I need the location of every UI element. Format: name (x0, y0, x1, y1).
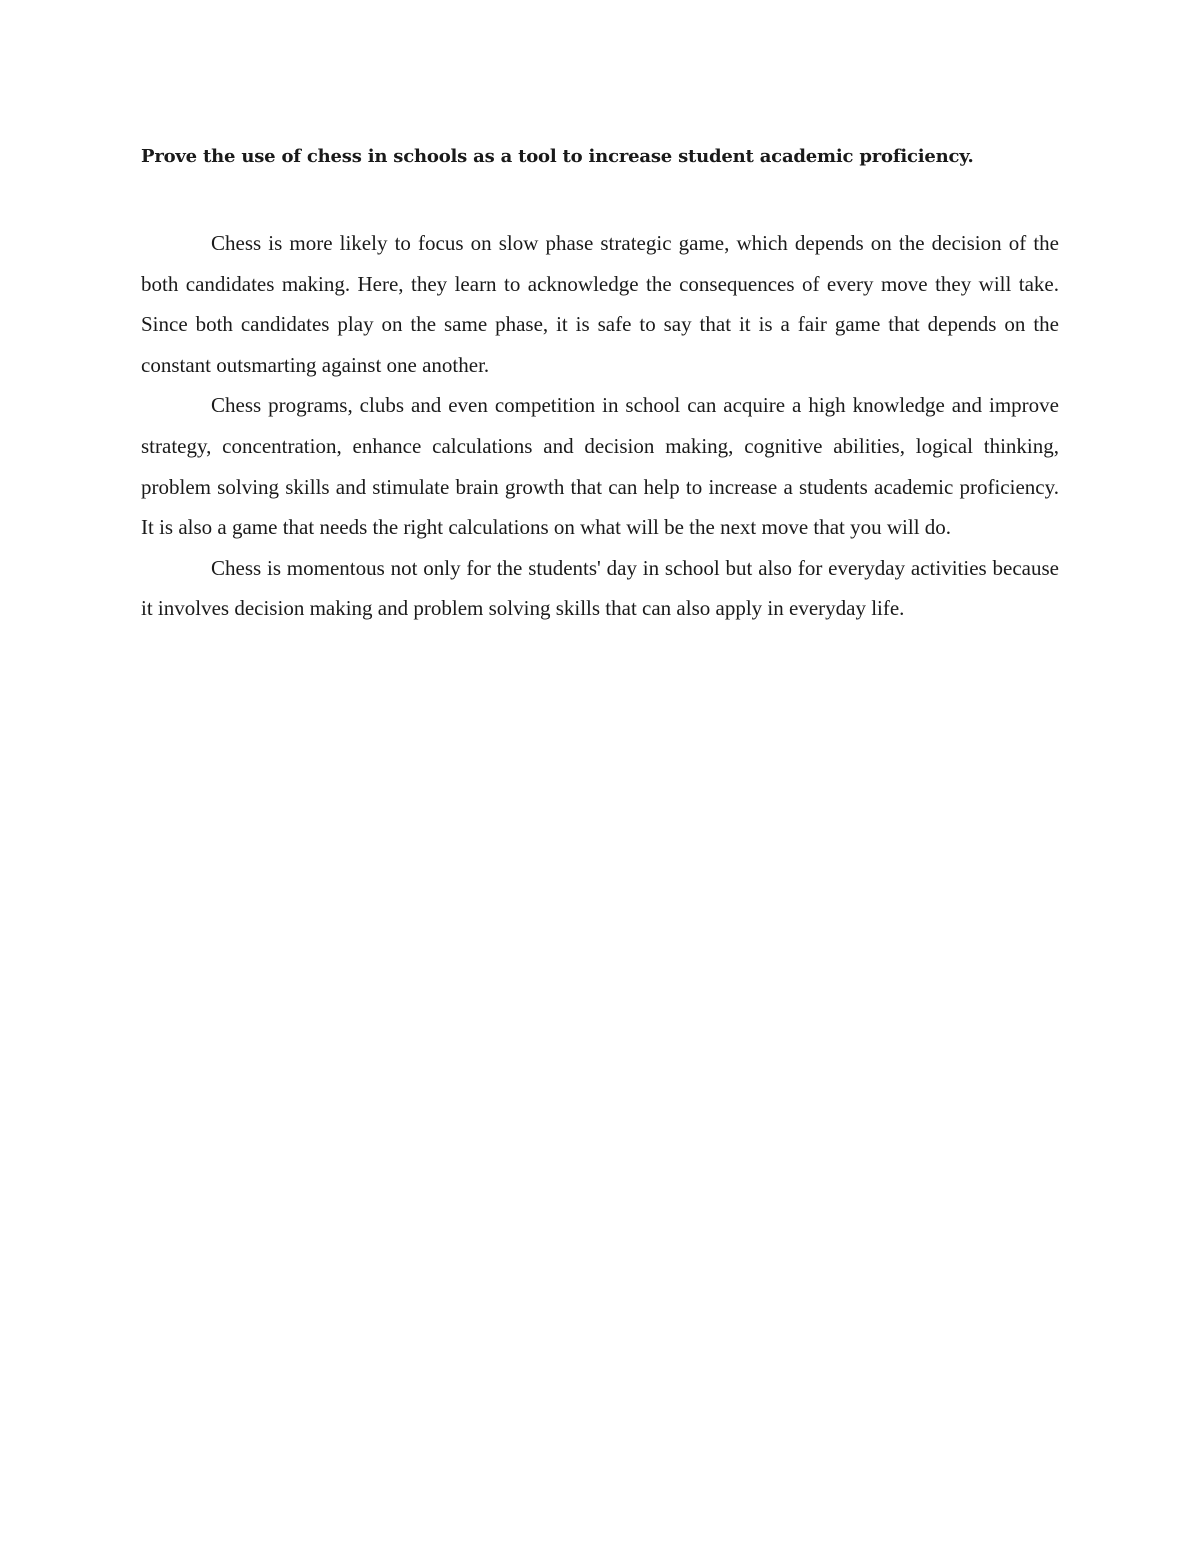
document-title: Prove the use of chess in schools as a tool to increase student academic proficiency. (141, 146, 974, 167)
paragraph-3: Chess is momentous not only for the students' day in school but also for everyday activities because it involves decision making and problem solving skills that can also apply in everyday life. (141, 555, 1059, 621)
document-body (141, 223, 1059, 629)
paragraph-2: Chess programs, clubs and even competition in school can acquire a high knowledge and improve strategy, concentration, enhance calculations and decision making, cognitive abilities, logical thinking, problem solving skills and stimulate brain growth that can help to increase a students academic proficiency. It is also a game that needs the right calculations on what will be the next move that you will do. (141, 393, 1059, 540)
document-content (141, 143, 1059, 629)
paragraph-1: Chess is more likely to focus on slow phase strategic game, which depends on the decision of the both candidates making. Here, they learn to acknowledge the consequences of every move they will take. Since both candidates play on the same phase, it is safe to say that it is a fair game that depends on the constant outsmarting against one another. (141, 231, 1059, 377)
